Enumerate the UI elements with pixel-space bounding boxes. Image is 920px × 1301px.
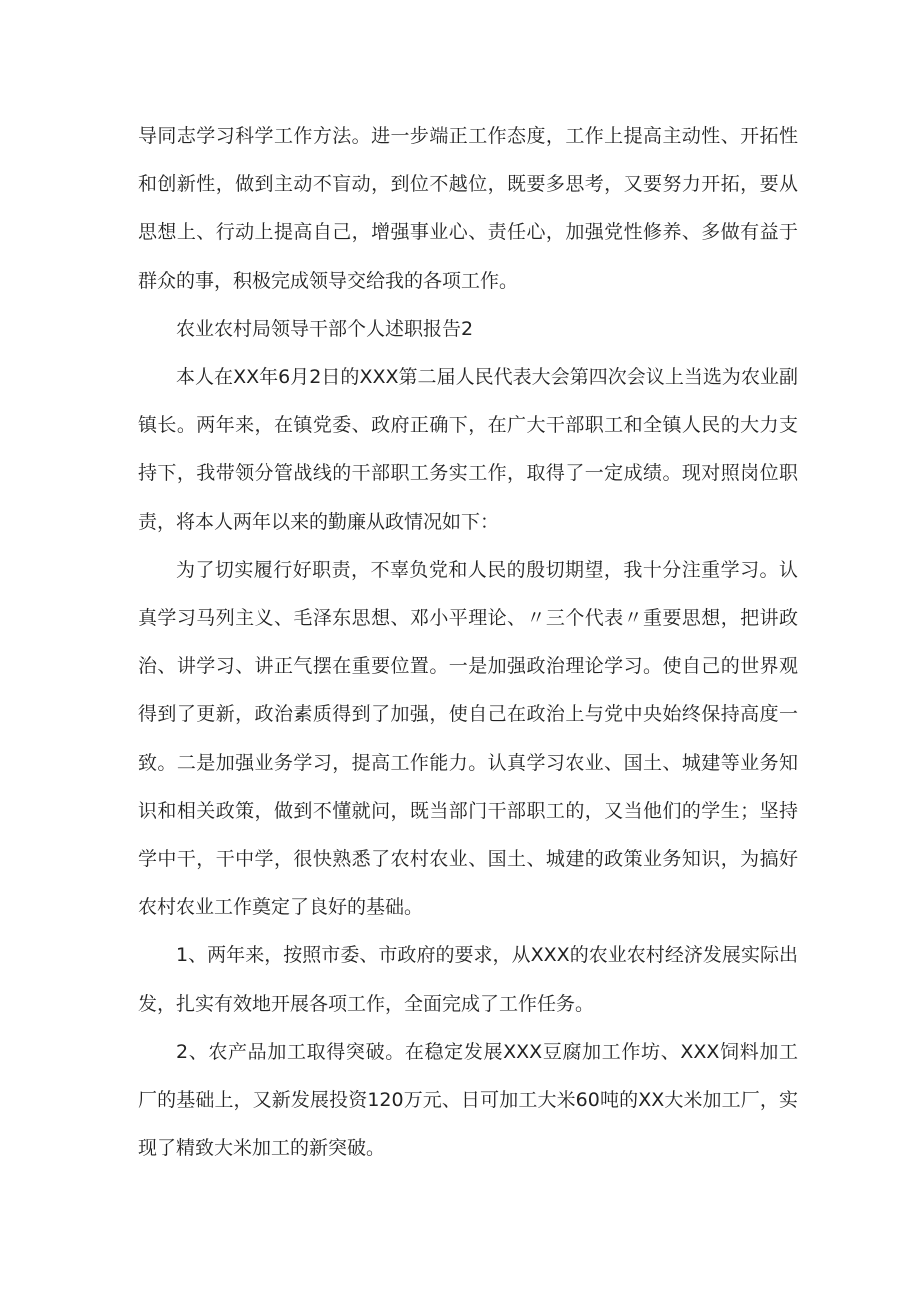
section-heading: 农业农村局领导干部个人述职报告2: [176, 317, 474, 340]
paragraph-study: 为了切实履行好职责，不辜负党和人民的殷切期望，我十分注重学习。认真学习马列主义、毛泽东思想、邓小平理论、〃三个代表〃重要思想，把讲政治、讲学习、讲正气摆在重要位置。一是加强政治理论学习。使自己的世界观得到了更新，政治素质得到了加强，使自己在政治上与党中央始终保持高度一致。二是加强业务学习，提高工作能力。认真学习农业、国土、城建等业务知识和相关政策，做到不懂就问，既当部门干部职工的，又当他们的学生；坚持学中干，干中学，很快熟悉了农村农业、国土、城建的政策业务知识，为搞好农村农业工作奠定了良好的基础。: [138, 558, 798, 919]
paragraph-continuation: 导同志学习科学工作方法。进一步端正工作态度，工作上提高主动性、开拓性和创新性，做到主动不盲动，到位不越位，既要多思考，又要努力开拓，要从思想上、行动上提高自己，增强事业心、责任心，加强党性修养、多做有益于群众的事，积极完成领导交给我的各项工作。: [138, 125, 798, 292]
document-body: [138, 112, 798, 1172]
paragraph-item-2: 2、农产品加工取得突破。在稳定发展XXX豆腐加工作坊、XXX饲料加工厂的基础上，又新发展投资120万元、日可加工大米60吨的XX大米加工厂，实现了精致大米加工的新突破。: [138, 1040, 798, 1160]
paragraph-item-1: 1、两年来，按照市委、市政府的要求，从XXX的农业农村经济发展实际出发，扎实有效地开展各项工作，全面完成了工作任务。: [138, 944, 798, 1015]
paragraph-intro: 本人在XX年6月2日的XXX第二届人民代表大会第四次会议上当选为农业副镇长。两年来，在镇党委、政府正确下，在广大干部职工和全镇人民的大力支持下，我带领分管战线的干部职工务实工作，取得了一定成绩。现对照岗位职责，将本人两年以来的勤廉从政情况如下：: [138, 366, 798, 533]
